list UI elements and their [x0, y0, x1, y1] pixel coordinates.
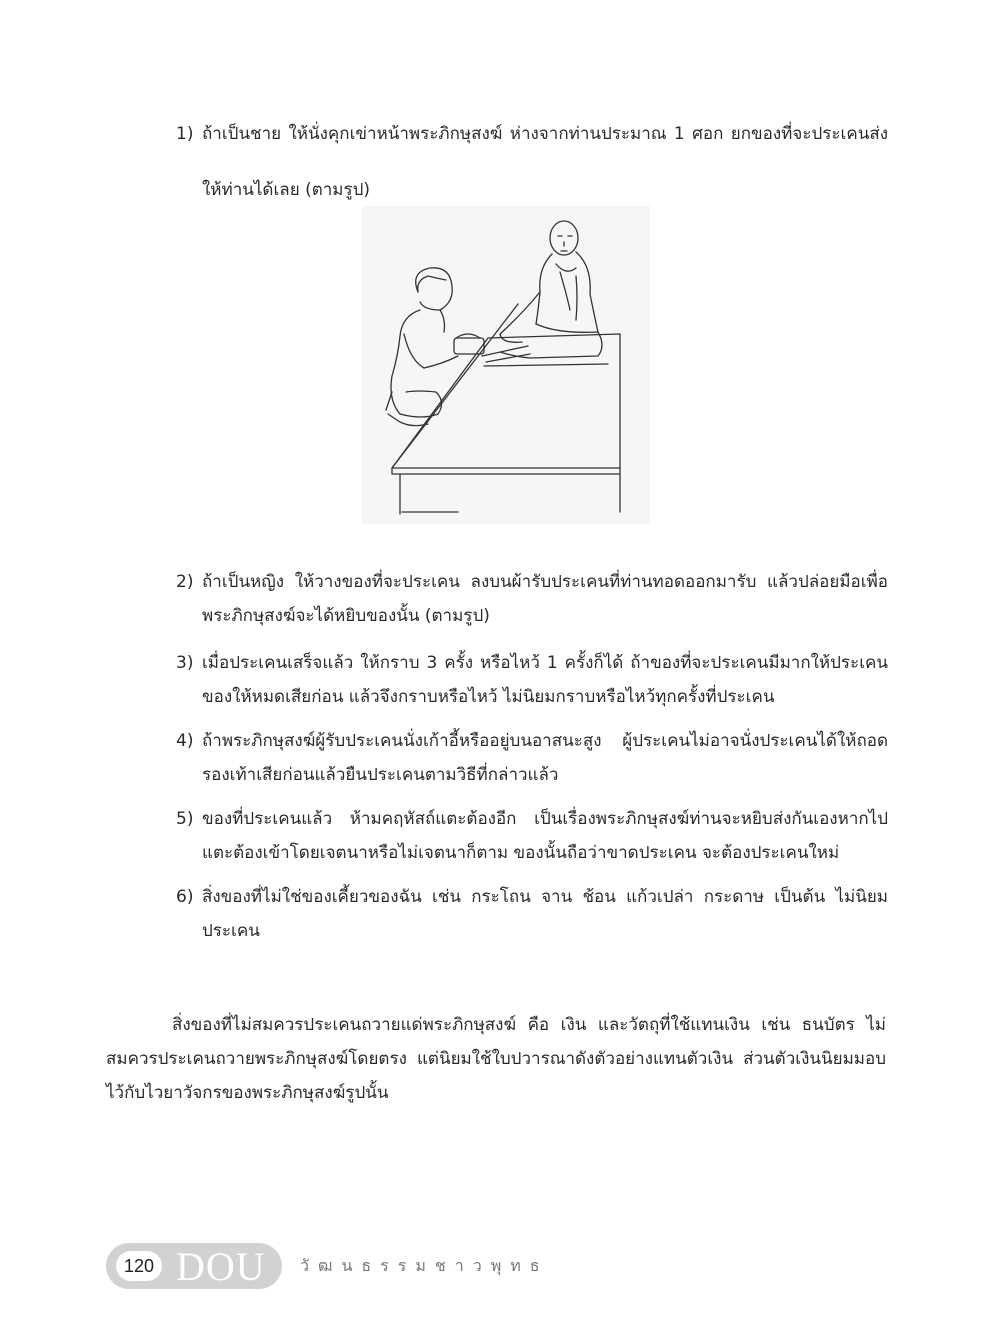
- item-text: ของที่ประเคนแล้ว ห้ามคฤหัสถ์แตะต้องอีก เป็นเรื่องพระภิกษุสงฆ์ท่านจะหยิบส่งกันเองหากไปแตะต้องเข้าโดยเจตนาหรือไม่เจตนาก็ตาม ของนั้นถือว่าขาดประเคน จะต้องประเคนใหม่: [202, 809, 888, 863]
- list-item-4: [176, 724, 888, 792]
- item-number: 1): [176, 124, 194, 144]
- list-item-3: [176, 646, 888, 714]
- list-item-2: [176, 565, 888, 633]
- book-title: วัฒนธรรมชาวพุทธ: [300, 1256, 549, 1275]
- item-number: 5): [176, 809, 194, 829]
- item-text: ถ้าเป็นหญิง ให้วางของที่จะประเคน ลงบนผ้ารับประเคนที่ท่านทอดออกมารับ แล้วปล่อยมือเพื่อพระภิกษุสงฆ์จะได้หยิบของนั้น (ตามรูป): [202, 572, 888, 626]
- item-number: 2): [176, 572, 194, 592]
- man-offering-to-monk-drawing: [362, 206, 650, 524]
- item-number: 4): [176, 731, 194, 751]
- item-number: 3): [176, 653, 194, 673]
- list-item-6: [176, 880, 888, 948]
- item-text: ถ้าเป็นชาย ให้นั่งคุกเข่าหน้าพระภิกษุสงฆ์ ห่างจากท่านประมาณ 1 ศอก ยกของที่จะประเคนส่งให้ท่านได้เลย (ตามรูป): [202, 124, 888, 200]
- list-item-1: [176, 106, 888, 218]
- page-footer: [106, 1243, 706, 1289]
- item-text: ถ้าพระภิกษุสงฆ์ผู้รับประเคนนั่งเก้าอี้หรืออยู่บนอาสนะสูง ผู้ประเคนไม่อาจนั่งประเคนได้ให้ถอดรองเท้าเสียก่อนแล้วยืนประเคนตามวิธีที่กล่าวแล้ว: [202, 731, 888, 785]
- page-number: 120: [116, 1251, 162, 1281]
- page-badge: [106, 1243, 282, 1289]
- item-text: สิ่งของที่ไม่ใช่ของเคี้ยวของฉัน เช่น กระโถน จาน ช้อน แก้วเปล่า กระดาษ เป็นต้น ไม่นิยมประเคน: [202, 887, 888, 941]
- offering-illustration: [362, 206, 650, 524]
- item-text: เมื่อประเคนเสร็จแล้ว ให้กราบ 3 ครั้ง หรือไหว้ 1 ครั้งก็ได้ ถ้าของที่จะประเคนมีมากให้ประเคนของให้หมดเสียก่อน แล้วจึงกราบหรือไหว้ ไม่นิยมกราบหรือไหว้ทุกครั้งที่ประเคน: [202, 653, 888, 707]
- dou-logo: DOU: [176, 1244, 266, 1289]
- body-paragraph: สิ่งของที่ไม่สมควรประเคนถวายแด่พระภิกษุสงฆ์ คือ เงิน และวัตถุที่ใช้แทนเงิน เช่น ธนบัตร ไม่สมควรประเคนถวายพระภิกษุสงฆ์โดยตรง แต่นิยมใช้ใบปวารณาดังตัวอย่างแทนตัวเงิน ส่วนตัวเงินนิยมมอบไว้กับไวยาวัจกรของพระภิกษุสงฆ์รูปนั้น: [106, 1015, 886, 1103]
- item-number: 6): [176, 887, 194, 907]
- list-item-5: [176, 802, 888, 870]
